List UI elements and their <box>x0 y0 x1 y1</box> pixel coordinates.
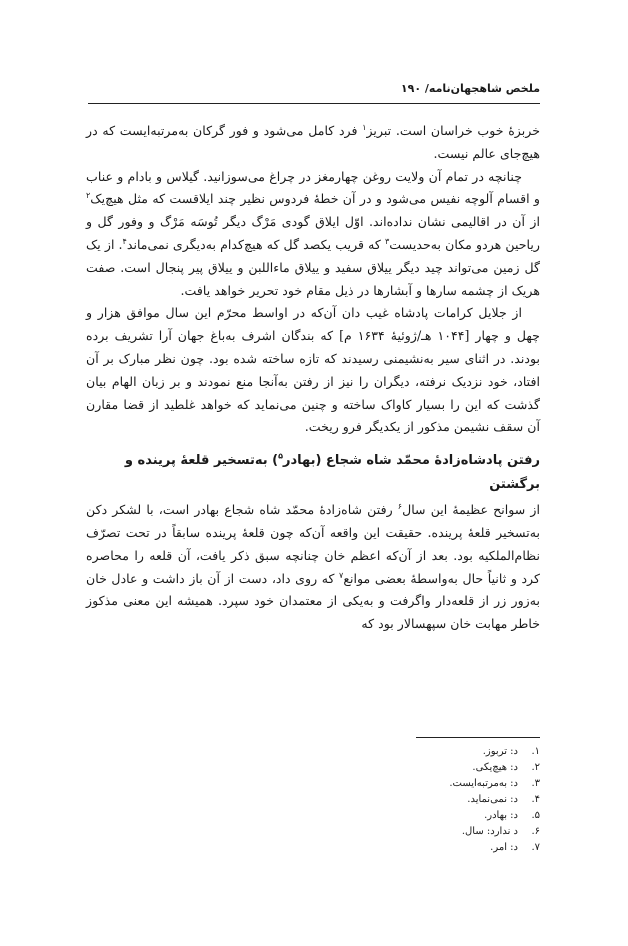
section-heading-text: ) به‌تسخیر قلعهٔ پرینده و برگشتن <box>124 453 540 493</box>
footnote-number: ۶. <box>531 826 540 837</box>
footnote-number: ۷. <box>531 842 540 853</box>
paragraph-2-text: از آن در اقالیمی نشان نداده‌اند. اوّل ایلاق گودی مَرْگ‌ دیگر تُوسَه مَرْگ و وفور گل و ریاحین هردو مکان به‌حدیست <box>86 214 540 252</box>
footnote-item <box>449 824 540 840</box>
main-text <box>86 120 540 636</box>
footnote-number: ۲. <box>531 762 540 773</box>
footnote-text: د: به‌مرتبه‌ایست. <box>449 778 518 789</box>
paragraph-2-text: که قریب یکصد گل که هیچ‌کدام به‌دیگری نمی‌ماند <box>126 236 385 252</box>
paragraph-4-text: رفتن شاه‌زادهٔ محمّد شاه شجاع بهادر است، با لشکر دکن به‌تسخیر قلعهٔ پرینده. حقیقت این واقعه آن‌که چون قلعهٔ پرینده سابقاً در تحت تصرّف نظام‌الملکیه بود. بعد از آن‌که اعظم خان چنانچه سبق ذکر یافت، آن قلعه را محاصره کرد و ثانیاً حال به‌واسطهٔ بعضی موانع <box>86 502 541 586</box>
footnote-item <box>449 760 540 776</box>
section-heading-text: رفتن پادشاه‌زادهٔ محمّد شاه شجاع (بهادر <box>282 453 540 469</box>
footnote-marker-4: ۴ <box>122 236 127 246</box>
footnote-number: ۱. <box>531 746 540 757</box>
paragraph-2-text: . از یک گل زمین می‌تواند چید دیگر ییلاق سفید و ییلاق ماءاللبن و ییلاق پیر پنجال است. صفت هریک از چشمه سارها و آبشارها در ذیل مقام خود تحریر خواهد یافت. <box>86 236 540 298</box>
footnote-text: د: هیچ‌یکی. <box>472 762 518 773</box>
footnote-text: د: تربوز. <box>482 746 518 757</box>
paragraph-4 <box>86 499 540 636</box>
footnote-marker-1: ۱ <box>362 122 367 132</box>
paragraph-1-text: فرد کامل می‌شود و فور گرکان به‌مرتبه‌ایست که در هیچ‌جای عالم نیست. <box>86 123 540 161</box>
footnote-text: د: امر. <box>490 842 518 853</box>
footnote-text: د: بهادر. <box>484 810 518 821</box>
paragraph-1 <box>86 120 540 166</box>
paragraph-3: از جلایل کرامات پادشاه غیب دان آن‌که در اواسط محرّم این سال موافق هزار و چهل و چهار [۱۰۴۴ هـ/ژوئیهٔ ۱۶۳۴ م] که بندگان اشرف به‌باغ جهان آرا تشریف برده بودند. در اثنای سیر به‌نشیمنی رسیدند که تازه ساخته شده بود. چون نظر مبارک بر آن افتاد، خود نزدیک نرفته، دیگران را نیز از رفتن به‌آنجا منع نمودند و بر زبان الهام بیان گذشت که این را بسیار کاواک ساخته و چنین می‌نماید که خواهد غلطید از قضا مقارن آن سقف نشیمن مذکور از یکدیگر فرو ریخت. <box>86 305 540 435</box>
footnote-rule <box>416 737 540 738</box>
paragraph-4-text: که روی داد، دست از آن باز داشت و عادل خان به‌زور زر از قلعه‌دار واگرفت و به‌یکی از معتمدان خود سپرد. همیشه این معنی مذکوز خاطر مهابت خان سپهسالار بود که <box>86 570 540 632</box>
paragraph-2-text: چنانچه در تمام آن ولایت روغن چهارمغز در چراغ می‌سوزانید. گیلاس و بادام و عناب و اقسام آلوچه نفیس می‌شود و در آن خطهٔ فردوس نظیر چند ایلاقست که مثل هیچ‌یک <box>86 168 540 207</box>
footnote-marker-5: ۵ <box>278 451 283 461</box>
footnotes-list <box>449 744 540 856</box>
running-header: ملخص شاهجهان‌نامه/ ۱۹۰ <box>400 82 540 95</box>
footnote-marker-6: ۶ <box>397 501 403 511</box>
footnote-marker-7: ۷ <box>339 570 344 580</box>
footnote-text: د: نمی‌نماید. <box>467 794 518 805</box>
footnote-marker-2: ۲ <box>86 191 91 201</box>
footnote-text: د ندارد: سال. <box>461 826 518 837</box>
footnote-marker-3: ۳ <box>385 236 390 246</box>
footnote-item <box>449 744 540 760</box>
footnote-item <box>449 808 540 824</box>
paragraph-2 <box>86 166 540 303</box>
footnote-item <box>449 776 540 792</box>
footnote-number: ۵. <box>531 810 540 821</box>
section-heading <box>86 449 540 497</box>
paragraph-4-text: از سوانح عظیمهٔ این سال <box>402 502 540 518</box>
footnote-number: ۳. <box>531 778 540 789</box>
header-rule <box>88 103 540 104</box>
footnote-item <box>449 792 540 808</box>
paragraph-1-text: خربزهٔ خوب خراسان است. تبریز <box>366 123 540 138</box>
footnote-item <box>449 840 540 856</box>
footnote-number: ۴. <box>531 794 540 805</box>
